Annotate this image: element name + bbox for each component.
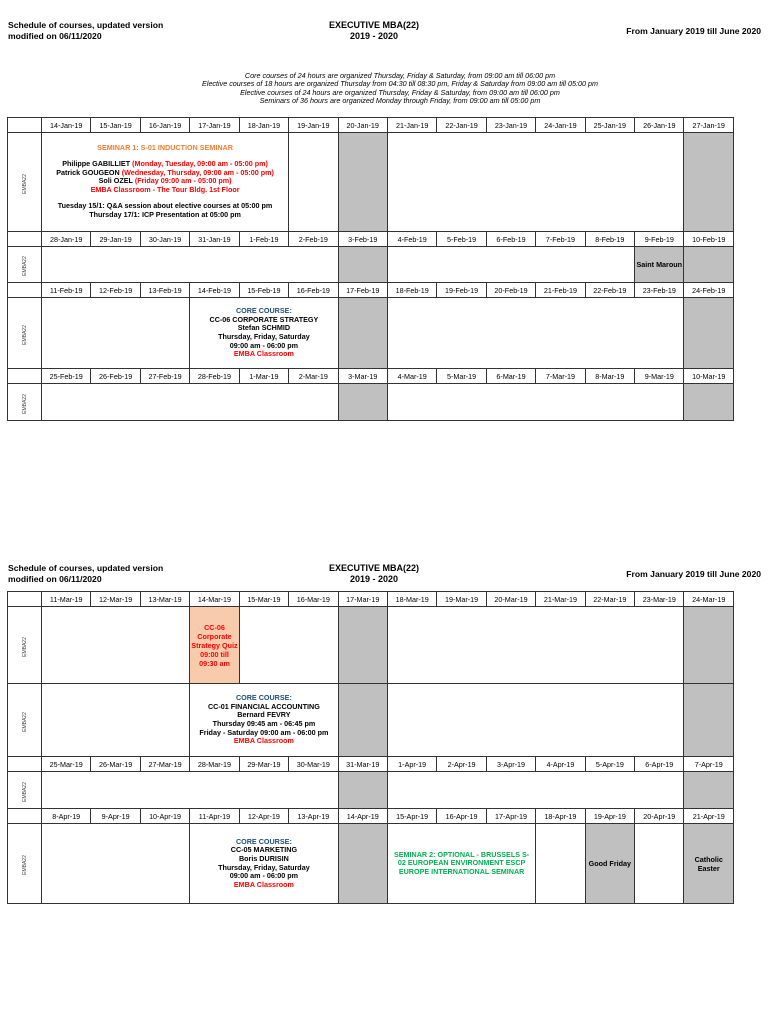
group-label (8, 133, 42, 232)
group-name: EMBA22 (21, 393, 28, 414)
date-cell: 19-Jan-19 (289, 118, 338, 133)
good-friday-holiday: Good Friday (585, 824, 634, 904)
date-cell: 16-Feb-19 (289, 283, 338, 298)
date-cell: 19-Mar-19 (437, 592, 486, 607)
date-cell: 14-Apr-19 (338, 809, 387, 824)
sunday-cell (338, 298, 387, 369)
sunday-cell (338, 824, 387, 904)
group-name: EMBA22 (21, 855, 28, 875)
course-time: Friday - Saturday 09:00 am - 06:00 pm (199, 727, 329, 737)
empty-days (42, 607, 190, 684)
date-cell: 20-Mar-19 (486, 592, 535, 607)
date-cell: 20-Jan-19 (338, 118, 387, 133)
date-row-spacer (8, 809, 42, 824)
date-row (8, 232, 734, 247)
date-cell: 16-Apr-19 (437, 809, 486, 824)
day-cell (536, 824, 585, 904)
date-cell: 8-Apr-19 (42, 809, 91, 824)
date-cell: 17-Mar-19 (338, 592, 387, 607)
course-time: 09:00 am - 06:00 pm (229, 340, 299, 350)
date-cell: 4-Feb-19 (387, 232, 436, 247)
group-name: EMBA22 (21, 636, 28, 657)
intro-line: Seminars of 36 hours are organized Monday through Friday, from 09:00 am till 05:00 pm (259, 96, 541, 106)
course-name: CC-05 MARKETING (230, 845, 298, 855)
date-cell: 17-Feb-19 (338, 283, 387, 298)
schedule-table-1 (7, 117, 734, 421)
sunday-cell (338, 684, 387, 757)
group-label (8, 247, 42, 283)
date-cell: 1-Apr-19 (387, 757, 436, 772)
sunday-cell (684, 247, 734, 283)
date-cell: 6-Mar-19 (486, 369, 535, 384)
course-room: EMBA Classroom (233, 349, 294, 359)
date-cell: 9-Feb-19 (635, 232, 684, 247)
program-name: EXECUTIVE MBA(22) (328, 563, 419, 573)
schedule-table-2 (7, 591, 734, 904)
schedule-note (8, 563, 163, 584)
empty-days (42, 772, 339, 809)
date-cell: 18-Feb-19 (387, 283, 436, 298)
date-cell: 21-Apr-19 (684, 809, 734, 824)
course-name: CC-06 CORPORATE STRATEGY (209, 314, 319, 324)
group-name: EMBA22 (21, 781, 28, 802)
course-label: CORE COURSE: (235, 836, 292, 846)
date-cell: 2-Mar-19 (289, 369, 338, 384)
seminar1-note: Thursday 17/1: ICP Presentation at 05:00 pm (89, 209, 241, 219)
date-cell: 15-Apr-19 (387, 809, 436, 824)
group-label (8, 298, 42, 369)
course-professor: Boris DURISIN (238, 853, 289, 863)
date-cell: 9-Mar-19 (635, 369, 684, 384)
date-cell: 29-Jan-19 (91, 232, 140, 247)
schedule-note-line1: Schedule of courses, updated version (8, 563, 164, 573)
empty-days (387, 384, 684, 421)
marketing-course-block (190, 824, 338, 904)
date-cell: 31-Mar-19 (338, 757, 387, 772)
date-cell: 24-Mar-19 (684, 592, 734, 607)
date-cell: 5-Mar-19 (437, 369, 486, 384)
sunday-cell (338, 384, 387, 421)
course-days: Thursday, Friday, Saturday (218, 332, 310, 341)
date-cell: 19-Apr-19 (585, 809, 634, 824)
course-days: Thursday, Friday, Saturday (218, 862, 310, 872)
empty-days (387, 607, 684, 684)
date-cell: 20-Feb-19 (486, 283, 535, 298)
date-cell: 16-Mar-19 (289, 592, 338, 607)
course-label: CORE COURSE: (235, 306, 292, 316)
date-row-spacer (8, 283, 42, 298)
date-cell: 11-Mar-19 (42, 592, 91, 607)
date-cell: 8-Mar-19 (585, 369, 634, 384)
sunday-cell (684, 298, 734, 369)
empty-days (387, 247, 634, 283)
date-cell: 10-Apr-19 (140, 809, 189, 824)
date-cell: 13-Feb-19 (140, 283, 189, 298)
course-professor: Stefan SCHMID (237, 323, 291, 333)
date-cell: 25-Jan-19 (585, 118, 634, 133)
schedule-note (8, 20, 163, 41)
date-cell: 28-Feb-19 (190, 369, 239, 384)
sunday-cell (338, 247, 387, 283)
date-row-spacer (8, 592, 42, 607)
empty-days (42, 247, 339, 283)
date-cell: 24-Jan-19 (536, 118, 585, 133)
date-cell: 6-Feb-19 (486, 232, 535, 247)
sunday-cell (338, 133, 387, 232)
sunday-cell (338, 607, 387, 684)
sunday-cell (684, 607, 734, 684)
date-cell: 21-Feb-19 (536, 283, 585, 298)
date-cell: 9-Apr-19 (91, 809, 140, 824)
date-row (8, 369, 734, 384)
date-cell: 13-Apr-19 (289, 809, 338, 824)
date-cell: 12-Feb-19 (91, 283, 140, 298)
week-row (8, 298, 734, 369)
strategy-quiz: CC-06 Corporate Strategy Quiz 09:00 till 09:30 am (190, 607, 239, 684)
date-cell: 28-Jan-19 (42, 232, 91, 247)
schedule-note-line1: Schedule of courses, updated version (8, 20, 164, 30)
date-cell: 16-Jan-19 (140, 118, 189, 133)
date-cell: 26-Feb-19 (91, 369, 140, 384)
speaker-time: (Friday 09:00 am - 05:00 pm) (134, 176, 232, 186)
empty-days (387, 298, 684, 369)
group-name: EMBA22 (21, 324, 28, 345)
week-row (8, 824, 734, 904)
date-cell: 21-Mar-19 (536, 592, 585, 607)
date-row-spacer (8, 757, 42, 772)
date-cell: 6-Apr-19 (635, 757, 684, 772)
date-cell: 17-Jan-19 (190, 118, 239, 133)
date-cell: 2-Feb-19 (289, 232, 338, 247)
date-range: From January 2019 till June 2020 (626, 569, 761, 579)
date-cell: 7-Feb-19 (536, 232, 585, 247)
course-time: Thursday 09:45 am - 06:45 pm (212, 719, 316, 728)
date-cell: 23-Mar-19 (635, 592, 684, 607)
date-cell: 22-Feb-19 (585, 283, 634, 298)
date-cell: 8-Feb-19 (585, 232, 634, 247)
date-cell: 25-Mar-19 (42, 757, 91, 772)
date-cell: 12-Apr-19 (239, 809, 288, 824)
seminar1-block (42, 133, 289, 232)
day-cell (635, 824, 684, 904)
date-row-spacer (8, 118, 42, 133)
date-row (8, 757, 734, 772)
catholic-easter-holiday: Catholic Easter (684, 824, 734, 904)
date-cell: 21-Jan-19 (387, 118, 436, 133)
program-years: 2019 - 2020 (349, 573, 399, 584)
date-cell: 15-Mar-19 (239, 592, 288, 607)
date-row (8, 283, 734, 298)
date-row (8, 809, 734, 824)
schedule-note-line2: modified on 06/11/2020 (8, 573, 102, 584)
week-row (8, 772, 734, 809)
seminar1-title: SEMINAR 1: S-01 INDUCTION SEMINAR (97, 143, 233, 153)
date-cell: 23-Feb-19 (635, 283, 684, 298)
strategy-course-block (190, 298, 338, 369)
speaker-time: (Wednesday, Thursday, 09:00 am - 05:00 pm) (121, 167, 274, 177)
date-cell: 26-Jan-19 (635, 118, 684, 133)
empty-days (387, 684, 684, 757)
date-cell: 4-Mar-19 (387, 369, 436, 384)
course-room: EMBA Classroom (233, 879, 294, 889)
group-label (8, 824, 42, 904)
week-row (8, 684, 734, 757)
group-label (8, 607, 42, 684)
date-row (8, 118, 734, 133)
date-cell: 15-Feb-19 (239, 283, 288, 298)
date-cell: 28-Mar-19 (190, 757, 239, 772)
date-cell: 5-Apr-19 (585, 757, 634, 772)
program-title (300, 563, 448, 584)
date-row-spacer (8, 232, 42, 247)
date-cell: 3-Feb-19 (338, 232, 387, 247)
sunday-cell (684, 133, 734, 232)
schedule-note-line2: modified on 06/11/2020 (8, 30, 102, 41)
intro-notes (100, 72, 700, 106)
date-cell: 13-Mar-19 (140, 592, 189, 607)
group-name: EMBA22 (21, 711, 28, 732)
date-cell: 27-Feb-19 (140, 369, 189, 384)
date-cell: 11-Feb-19 (42, 283, 91, 298)
date-cell: 18-Jan-19 (239, 118, 288, 133)
empty-days (387, 772, 684, 809)
group-label (8, 772, 42, 809)
date-cell: 31-Jan-19 (190, 232, 239, 247)
date-cell: 14-Feb-19 (190, 283, 239, 298)
date-cell: 20-Apr-19 (635, 809, 684, 824)
intro-line: Elective courses of 24 hours are organized Thursday, Friday & Saturday, from 09:00 am till 06:00 pm (240, 87, 560, 97)
program-title (300, 20, 448, 41)
seminar2-block: SEMINAR 2: OPTIONAL - BRUSSELS S-02 EUROPEAN ENVIRONMENT ESCP EUROPE INTERNATIONAL SEMINAR (387, 824, 535, 904)
week-row (8, 133, 734, 232)
date-cell: 22-Mar-19 (585, 592, 634, 607)
date-cell: 3-Apr-19 (486, 757, 535, 772)
week-row (8, 607, 734, 684)
date-cell: 14-Jan-19 (42, 118, 91, 133)
date-cell: 22-Jan-19 (437, 118, 486, 133)
date-row-spacer (8, 369, 42, 384)
date-cell: 29-Mar-19 (239, 757, 288, 772)
course-name: CC-01 FINANCIAL ACCOUNTING (207, 701, 320, 711)
sunday-cell (338, 772, 387, 809)
seminar1-room: EMBA Classroom - The Tour Bldg. 1st Floor (90, 184, 240, 194)
date-cell: 30-Mar-19 (289, 757, 338, 772)
date-cell: 18-Apr-19 (536, 809, 585, 824)
date-cell: 19-Feb-19 (437, 283, 486, 298)
date-cell: 26-Mar-19 (91, 757, 140, 772)
program-name: EXECUTIVE MBA(22) (328, 20, 419, 30)
date-cell: 18-Mar-19 (387, 592, 436, 607)
day-cell (289, 133, 338, 232)
date-cell: 1-Feb-19 (239, 232, 288, 247)
date-cell: 24-Feb-19 (684, 283, 734, 298)
course-time: 09:00 am - 06:00 pm (229, 871, 299, 881)
date-cell: 7-Apr-19 (684, 757, 734, 772)
empty-days (239, 607, 338, 684)
program-years: 2019 - 2020 (349, 30, 399, 41)
course-room: EMBA Classroom (233, 736, 294, 746)
intro-line: Elective courses of 18 hours are organized Thursday from 04:30 till 08:30 pm, Friday & Saturday from 09:00 am till 05:00 pm (202, 79, 598, 89)
date-cell: 27-Jan-19 (684, 118, 734, 133)
date-cell: 10-Feb-19 (684, 232, 734, 247)
group-name: EMBA22 (21, 173, 28, 194)
sunday-cell (684, 384, 734, 421)
speaker-name: Philippe GABILLIET (62, 159, 131, 169)
sunday-cell (684, 772, 734, 809)
intro-line: Core courses of 24 hours are organized Thursday, Friday & Saturday, from 09:00 am till 06:00 pm (244, 71, 556, 80)
date-cell: 7-Mar-19 (536, 369, 585, 384)
date-cell: 10-Mar-19 (684, 369, 734, 384)
group-label (8, 384, 42, 421)
empty-days (42, 298, 190, 369)
seminar1-note: Tuesday 15/1: Q&A session about elective courses at 05:00 pm (57, 201, 273, 211)
date-cell: 2-Apr-19 (437, 757, 486, 772)
date-cell: 3-Mar-19 (338, 369, 387, 384)
saint-maroun-holiday: Saint Maroun (635, 247, 684, 283)
date-cell: 1-Mar-19 (239, 369, 288, 384)
date-range: From January 2019 till June 2020 (626, 26, 761, 36)
date-cell: 5-Feb-19 (437, 232, 486, 247)
course-label: CORE COURSE: (235, 693, 292, 703)
date-row (8, 592, 734, 607)
empty-days (42, 384, 339, 421)
accounting-course-block (190, 684, 338, 757)
group-name: EMBA22 (21, 256, 28, 276)
empty-days (387, 133, 684, 232)
date-cell: 12-Mar-19 (91, 592, 140, 607)
date-cell: 23-Jan-19 (486, 118, 535, 133)
speaker-time: (Monday, Tuesday, 09:00 am - 05:00 pm) (132, 159, 268, 169)
date-cell: 11-Apr-19 (190, 809, 239, 824)
date-cell: 27-Mar-19 (140, 757, 189, 772)
course-professor: Bernard FEVRY (237, 710, 291, 720)
week-row (8, 384, 734, 421)
speaker-name: Soli OZEL (98, 176, 133, 186)
week-row (8, 247, 734, 283)
date-cell: 14-Mar-19 (190, 592, 239, 607)
date-cell: 30-Jan-19 (140, 232, 189, 247)
empty-days (42, 824, 190, 904)
speaker-name: Patrick GOUGEON (56, 167, 120, 177)
date-cell: 25-Feb-19 (42, 369, 91, 384)
date-cell: 4-Apr-19 (536, 757, 585, 772)
date-cell: 17-Apr-19 (486, 809, 535, 824)
group-label (8, 684, 42, 757)
empty-days (42, 684, 190, 757)
date-cell: 15-Jan-19 (91, 118, 140, 133)
sunday-cell (684, 684, 734, 757)
